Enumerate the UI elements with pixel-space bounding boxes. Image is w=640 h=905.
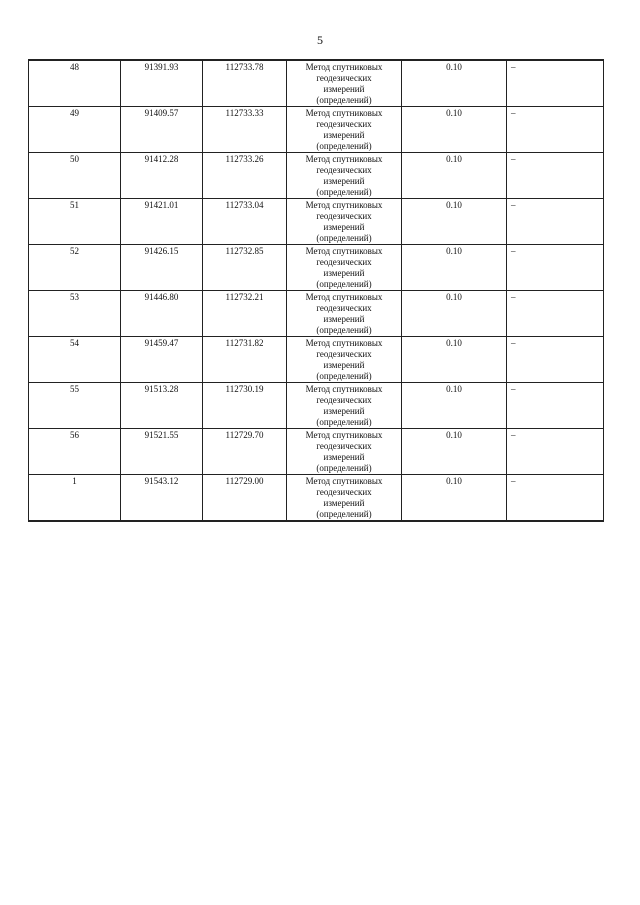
method-line: геодезических — [316, 73, 372, 83]
note-cell: – — [507, 383, 604, 429]
method-line: геодезических — [316, 349, 372, 359]
point-number-cell: 49 — [29, 107, 121, 153]
table-row — [29, 245, 604, 291]
method-cell — [287, 60, 402, 107]
accuracy-cell: 0.10 — [402, 337, 507, 383]
point-number-cell: 53 — [29, 291, 121, 337]
method-line: измерений — [323, 452, 365, 462]
method-line: (определений) — [316, 509, 372, 519]
coordinates-table — [28, 59, 604, 522]
page-number: 5 — [317, 33, 323, 47]
note-cell: – — [507, 291, 604, 337]
note-cell: – — [507, 245, 604, 291]
x-coordinate-cell: 91426.15 — [121, 245, 203, 291]
point-number-cell: 52 — [29, 245, 121, 291]
point-number-cell: 50 — [29, 153, 121, 199]
method-line: (определений) — [316, 325, 372, 335]
method-line: измерений — [323, 176, 365, 186]
accuracy-cell: 0.10 — [402, 245, 507, 291]
table-row — [29, 383, 604, 429]
note-cell: – — [507, 153, 604, 199]
y-coordinate-cell: 112731.82 — [203, 337, 287, 383]
method-line: Метод спутниковых — [305, 200, 383, 210]
method-cell — [287, 153, 402, 199]
method-line: измерений — [323, 84, 365, 94]
y-coordinate-cell: 112729.70 — [203, 429, 287, 475]
accuracy-cell: 0.10 — [402, 429, 507, 475]
method-line: Метод спутниковых — [305, 476, 383, 486]
accuracy-cell: 0.10 — [402, 383, 507, 429]
point-number-cell: 56 — [29, 429, 121, 475]
x-coordinate-cell: 91543.12 — [121, 475, 203, 522]
method-cell — [287, 383, 402, 429]
method-line: (определений) — [316, 279, 372, 289]
x-coordinate-cell: 91391.93 — [121, 60, 203, 107]
accuracy-cell: 0.10 — [402, 153, 507, 199]
x-coordinate-cell: 91446.80 — [121, 291, 203, 337]
accuracy-cell: 0.10 — [402, 291, 507, 337]
method-line: измерений — [323, 222, 365, 232]
method-line: измерений — [323, 406, 365, 416]
note-cell: – — [507, 337, 604, 383]
note-cell: – — [507, 107, 604, 153]
y-coordinate-cell: 112733.04 — [203, 199, 287, 245]
method-line: (определений) — [316, 141, 372, 151]
method-line: геодезических — [316, 441, 372, 451]
method-line: измерений — [323, 360, 365, 370]
method-line: (определений) — [316, 417, 372, 427]
x-coordinate-cell: 91421.01 — [121, 199, 203, 245]
method-line: измерений — [323, 268, 365, 278]
table-row — [29, 107, 604, 153]
table-row — [29, 475, 604, 522]
method-line: Метод спутниковых — [305, 338, 383, 348]
point-number-cell: 55 — [29, 383, 121, 429]
method-line: геодезических — [316, 487, 372, 497]
point-number-cell: 51 — [29, 199, 121, 245]
x-coordinate-cell: 91521.55 — [121, 429, 203, 475]
method-line: Метод спутниковых — [305, 108, 383, 118]
method-cell — [287, 107, 402, 153]
method-line: (определений) — [316, 95, 372, 105]
method-line: (определений) — [316, 463, 372, 473]
coordinates-table-body — [29, 60, 604, 521]
method-line: геодезических — [316, 395, 372, 405]
point-number-cell: 48 — [29, 60, 121, 107]
table-row — [29, 337, 604, 383]
method-line: Метод спутниковых — [305, 62, 383, 72]
x-coordinate-cell: 91412.28 — [121, 153, 203, 199]
accuracy-cell: 0.10 — [402, 107, 507, 153]
x-coordinate-cell: 91409.57 — [121, 107, 203, 153]
method-line: Метод спутниковых — [305, 246, 383, 256]
method-cell — [287, 429, 402, 475]
table-row — [29, 291, 604, 337]
method-line: Метод спутниковых — [305, 384, 383, 394]
note-cell: – — [507, 429, 604, 475]
method-line: измерений — [323, 498, 365, 508]
method-line: (определений) — [316, 233, 372, 243]
method-line: геодезических — [316, 303, 372, 313]
note-cell: – — [507, 60, 604, 107]
table-row — [29, 429, 604, 475]
accuracy-cell: 0.10 — [402, 60, 507, 107]
note-cell: – — [507, 199, 604, 245]
method-cell — [287, 245, 402, 291]
y-coordinate-cell: 112733.33 — [203, 107, 287, 153]
y-coordinate-cell: 112732.85 — [203, 245, 287, 291]
y-coordinate-cell: 112733.78 — [203, 60, 287, 107]
method-line: (определений) — [316, 187, 372, 197]
table-row — [29, 199, 604, 245]
y-coordinate-cell: 112733.26 — [203, 153, 287, 199]
table-row — [29, 153, 604, 199]
y-coordinate-cell: 112730.19 — [203, 383, 287, 429]
method-line: геодезических — [316, 165, 372, 175]
method-line: (определений) — [316, 371, 372, 381]
table-row — [29, 60, 604, 107]
x-coordinate-cell: 91513.28 — [121, 383, 203, 429]
method-line: геодезических — [316, 257, 372, 267]
method-line: Метод спутниковых — [305, 292, 383, 302]
point-number-cell: 1 — [29, 475, 121, 522]
method-line: Метод спутниковых — [305, 154, 383, 164]
method-cell — [287, 291, 402, 337]
method-line: геодезических — [316, 211, 372, 221]
method-line: измерений — [323, 130, 365, 140]
point-number-cell: 54 — [29, 337, 121, 383]
accuracy-cell: 0.10 — [402, 199, 507, 245]
method-line: измерений — [323, 314, 365, 324]
note-cell: – — [507, 475, 604, 522]
method-line: геодезических — [316, 119, 372, 129]
y-coordinate-cell: 112732.21 — [203, 291, 287, 337]
accuracy-cell: 0.10 — [402, 475, 507, 522]
method-cell — [287, 199, 402, 245]
y-coordinate-cell: 112729.00 — [203, 475, 287, 522]
method-cell — [287, 337, 402, 383]
x-coordinate-cell: 91459.47 — [121, 337, 203, 383]
method-line: Метод спутниковых — [305, 430, 383, 440]
method-cell — [287, 475, 402, 522]
